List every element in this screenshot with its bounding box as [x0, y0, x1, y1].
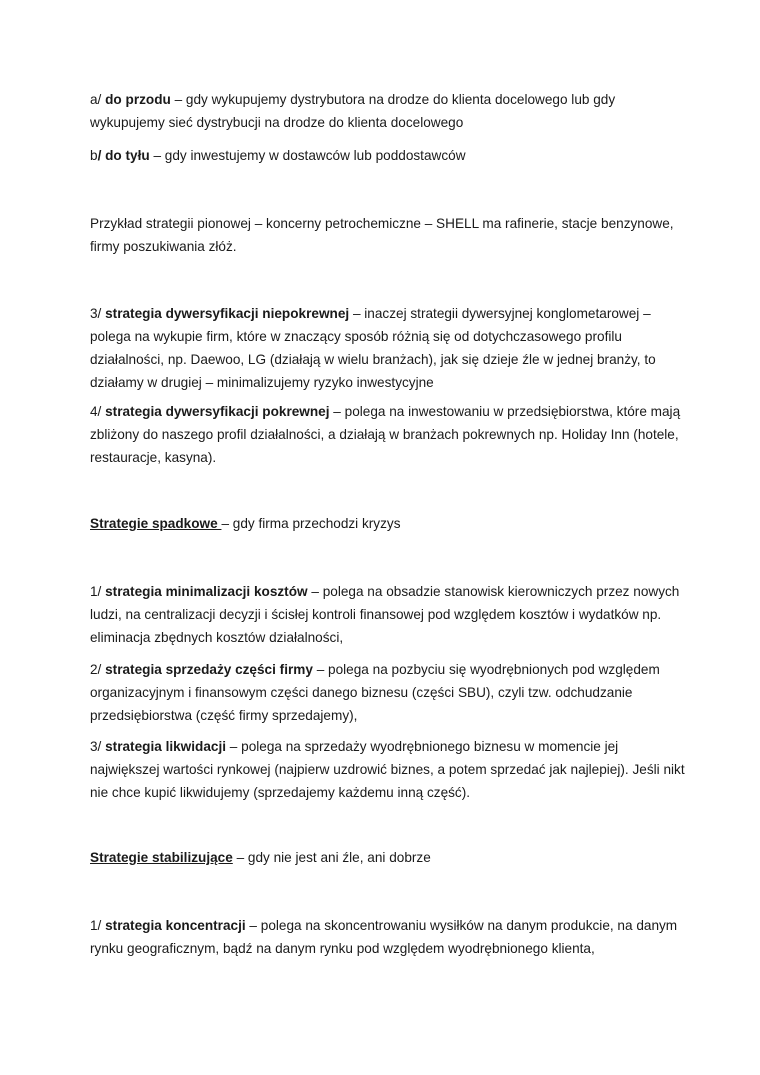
paragraph-text: – polega na obsadzie stanowisk kierowniczych przez nowych ludzi, na centralizacji decyzji i ścisłej kontroli finansowej pod względem kosztów i wydatków np. eliminacja zbędnych kosztów działalności,: [90, 584, 680, 645]
list-marker: b: [90, 148, 98, 163]
paragraph-text: Przykład strategii pionowej – koncerny petrochemiczne – SHELL ma rafinerie, stacje benzynowe, firmy poszukiwania złóż.: [90, 216, 674, 254]
list-marker: 3/: [90, 739, 106, 754]
list-marker: 4/: [90, 404, 106, 419]
paragraph-related-diversification: [90, 400, 690, 469]
list-marker: 3/: [90, 306, 106, 321]
paragraph-text: – gdy wykupujemy dystrybutora na drodze do klienta docelowego lub gdy wykupujemy sieć dystrybucji na drodze do klienta docelowego: [90, 92, 616, 130]
term-bold: / do tyłu: [97, 148, 150, 163]
term-bold: do przodu: [105, 92, 171, 107]
heading-underlined: Strategie stabilizujące: [90, 850, 233, 865]
paragraph-text: – polega na skoncentrowaniu wysiłków na danym produkcie, na danym rynku geograficznym, bądź na danym rynku pod względem wyodrębnionego klienta,: [90, 918, 678, 956]
heading-underlined: Strategie spadkowe: [90, 516, 222, 531]
section-heading-stabilizing-strategies: [90, 846, 690, 869]
paragraph-liquidation: [90, 735, 690, 804]
term-bold: strategia sprzedaży części firmy: [105, 662, 313, 677]
paragraph-divestment: [90, 658, 690, 727]
section-heading-decline-strategies: [90, 512, 690, 535]
paragraph-vertical-example: [90, 212, 690, 258]
paragraph-unrelated-diversification: [90, 302, 690, 394]
term-bold: strategia dywersyfikacji niepokrewnej: [105, 306, 350, 321]
paragraph-text: – polega na pozbyciu się wyodrębnionych pod względem organizacyjnym i finansowym części danego biznesu (części SBU), czyli tzw. odchudzanie przedsiębiorstwa (część firmy sprzedajemy),: [90, 662, 660, 723]
term-bold: strategia dywersyfikacji pokrewnej: [105, 404, 330, 419]
paragraph-text: – polega na inwestowaniu w przedsiębiorstwa, które mają zbliżony do naszego profil działalności, a działają w branżach pokrewnych np. Holiday Inn (hotele, restauracje, kasyna).: [90, 404, 681, 465]
list-marker: 2/: [90, 662, 106, 677]
paragraph-text: – polega na sprzedaży wyodrębnionego biznesu w momencie jej największej wartości rynkowej (najpierw uzdrowić biznes, a potem sprzedać jak najlepiej). Jeśli nikt nie chce kupić likwidujemy (sprzedajemy każdemu inną część).: [90, 739, 685, 800]
list-marker: 1/: [90, 918, 106, 933]
paragraph-backward-integration: [90, 144, 690, 167]
term-bold: strategia koncentracji: [105, 918, 246, 933]
paragraph-text: – gdy inwestujemy w dostawców lub poddostawców: [149, 148, 466, 163]
term-bold: strategia likwidacji: [105, 739, 227, 754]
paragraph-forward-integration: [90, 88, 690, 134]
paragraph-text: – inaczej strategii dywersyjnej konglometarowej – polega na wykupie firm, które w znaczący sposób różnią się od dotychczasowego profilu działalności, np. Daewoo, LG (działają w wielu branżach), jak się dzieje źle w jednej branży, to działamy w drugiej – minimalizujemy ryzyko inwestycyjne: [90, 306, 656, 390]
list-marker: a/: [90, 92, 106, 107]
list-marker: 1/: [90, 584, 106, 599]
paragraph-concentration: [90, 914, 690, 960]
heading-text: – gdy firma przechodzi kryzys: [221, 516, 401, 531]
paragraph-cost-minimization: [90, 580, 690, 649]
heading-text: – gdy nie jest ani źle, ani dobrze: [232, 850, 431, 865]
term-bold: strategia minimalizacji kosztów: [105, 584, 308, 599]
